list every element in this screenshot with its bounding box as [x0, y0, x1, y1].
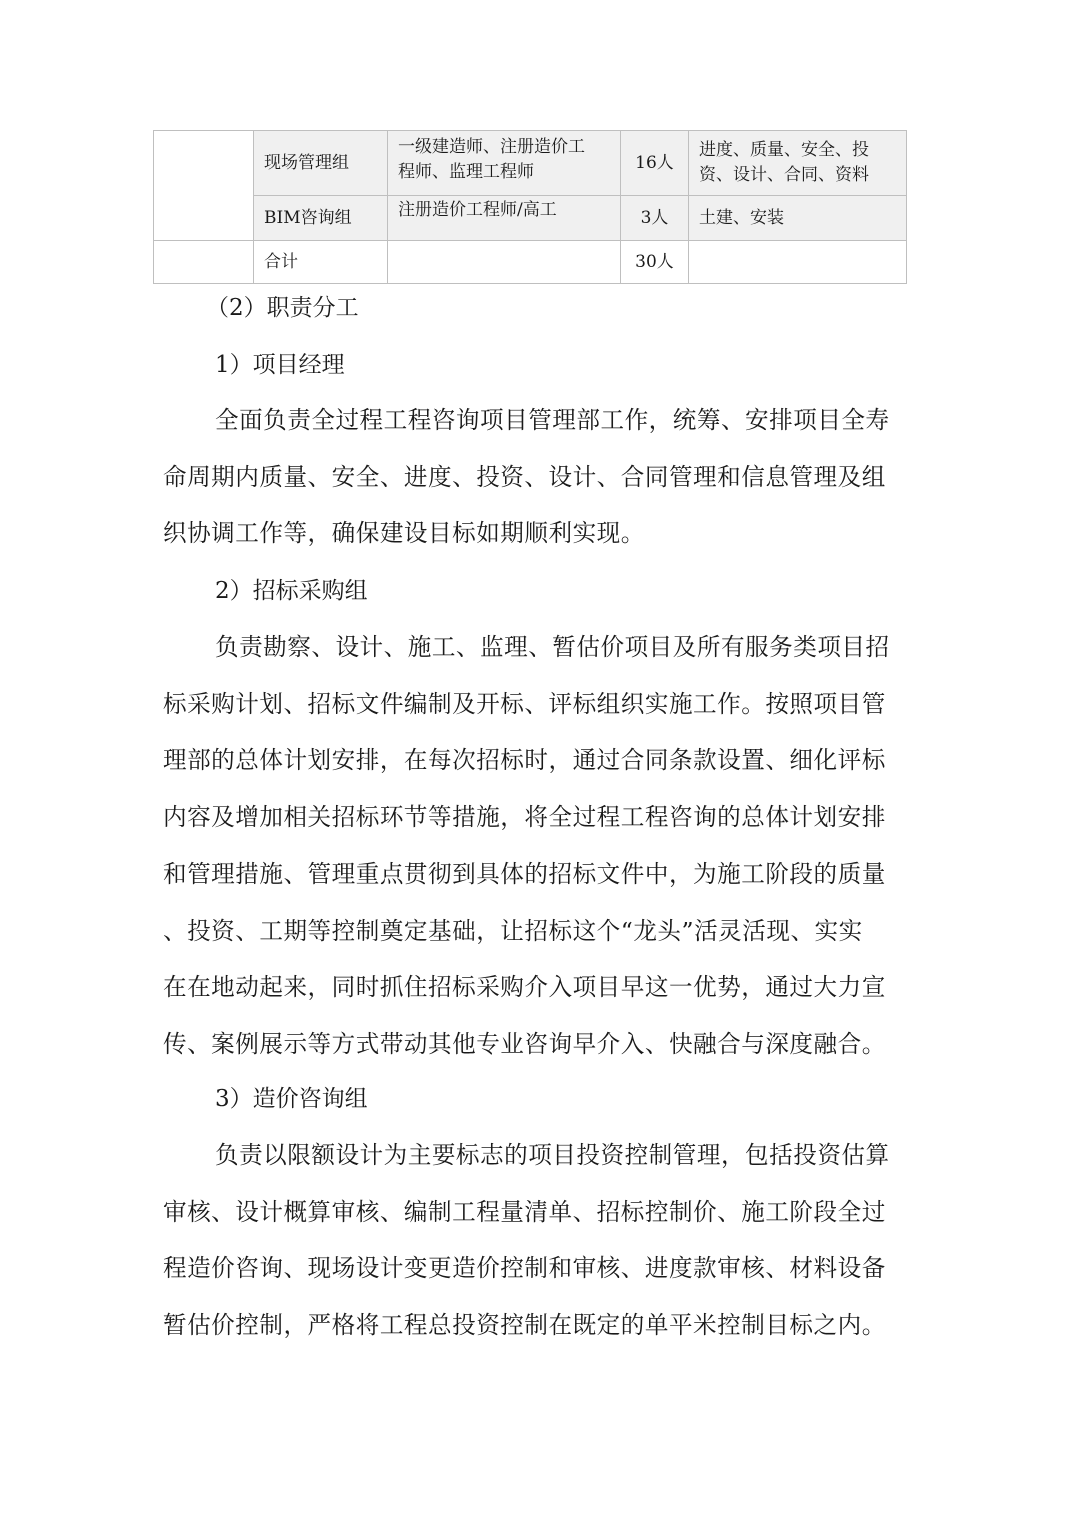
paragraph-line: 审核、设计概算审核、编制工程量清单、招标控制价、施工阶段全过 [163, 1197, 886, 1226]
table-cell-qualification [388, 241, 621, 284]
table-cell-group: 现场管理组 [254, 131, 388, 196]
paragraph-line: 内容及增加相关招标环节等措施，将全过程工程咨询的总体计划安排 [163, 803, 886, 832]
division-heading: （2）职责分工 [206, 295, 359, 321]
table-cell-empty [154, 131, 254, 241]
cost-consulting-heading: 3）造价咨询组 [215, 1086, 368, 1112]
paragraph-line: 负责以限额设计为主要标志的项目投资控制管理，包括投资估算 [215, 1141, 890, 1169]
paragraph-line: 、投资、工期等控制奠定基础，让招标这个“龙头”活灵活现、实实 [163, 916, 863, 945]
table-cell-scope [689, 131, 907, 196]
paragraph-line: 负责勘察、设计、施工、监理、暂估价项目及所有服务类项目招 [215, 633, 890, 661]
project-manager-paragraph [163, 392, 927, 562]
table-cell-count: 3人 [621, 196, 689, 241]
cost-consulting-paragraph [163, 1127, 927, 1354]
table-cell-line: 程师、监理工程师 [398, 162, 534, 182]
paragraph-line: 和管理措施、管理重点贯彻到具体的招标文件中，为施工阶段的质量 [163, 859, 886, 888]
table-cell-group: 合计 [254, 241, 388, 284]
paragraph-line: 全面负责全过程工程咨询项目管理部工作，统筹、安排项目全寿 [215, 406, 890, 434]
table-cell-line: 一级建造师、注册造价工 [398, 137, 585, 157]
bidding-heading: 2）招标采购组 [215, 578, 368, 604]
paragraph-line: 在在地动起来，同时抓住招标采购介入项目早这一优势，通过大力宣 [163, 973, 886, 1002]
table-cell-scope: 土建、安装 [689, 196, 907, 241]
table-cell-count: 16人 [621, 131, 689, 196]
table-cell-empty [154, 241, 254, 284]
table-cell-line: 进度、质量、安全、投 [699, 140, 869, 160]
table-cell-scope [689, 241, 907, 284]
table-row [154, 131, 907, 196]
table-row [154, 196, 907, 241]
project-manager-heading: 1）项目经理 [215, 352, 345, 378]
table-cell-count: 30人 [621, 241, 689, 284]
table-cell-group: BIM咨询组 [254, 196, 388, 241]
table-cell-qualification: 注册造价工程师/高工 [388, 196, 621, 241]
paragraph-line: 织协调工作等，确保建设目标如期顺利实现。 [163, 519, 645, 548]
paragraph-line: 标采购计划、招标文件编制及开标、评标组织实施工作。按照项目管 [163, 689, 886, 718]
table-row [154, 241, 907, 284]
table-cell-line: 资、设计、合同、资料 [699, 165, 869, 185]
paragraph-line: 传、案例展示等方式带动其他专业咨询早介入、快融合与深度融合。 [163, 1029, 886, 1058]
paragraph-line: 命周期内质量、安全、进度、投资、设计、合同管理和信息管理及组 [163, 462, 886, 491]
paragraph-line: 理部的总体计划安排，在每次招标时，通过合同条款设置、细化评标 [163, 746, 886, 775]
table-cell-qualification [388, 131, 621, 196]
staffing-table [153, 130, 907, 284]
bidding-paragraph [163, 619, 927, 1073]
paragraph-line: 程造价咨询、现场设计变更造价控制和审核、进度款审核、材料设备 [163, 1254, 886, 1283]
paragraph-line: 暂估价控制，严格将工程总投资控制在既定的单平米控制目标之内。 [163, 1311, 886, 1340]
